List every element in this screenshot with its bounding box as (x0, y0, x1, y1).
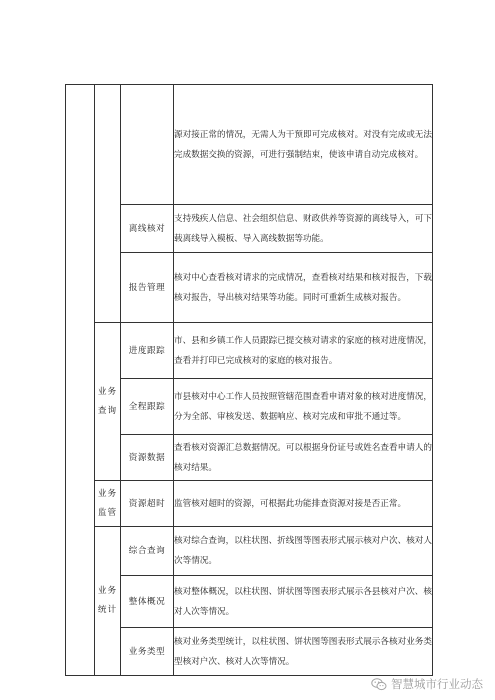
description-text: 核对综合查询，以柱状图、折线图等图表形式展示核对户次、核对人次等情况。 (174, 536, 432, 566)
table-row (66, 323, 433, 379)
item-label: 业务类型 (128, 646, 166, 657)
item-label: 进度跟踪 (128, 345, 166, 356)
category-cell (95, 323, 121, 481)
description-cell (174, 481, 433, 527)
description-cell (174, 253, 433, 323)
category-cell (95, 481, 121, 527)
description-cell (174, 323, 433, 379)
outer-column-cell (66, 85, 95, 676)
table-row (66, 253, 433, 323)
table-row (66, 628, 433, 676)
item-cell (121, 323, 174, 379)
item-label: 全程跟踪 (128, 401, 166, 412)
description-cell (174, 379, 433, 435)
table-row (66, 205, 433, 253)
item-label: 资源超时 (128, 498, 166, 509)
table-row (66, 435, 433, 481)
table-row (66, 527, 433, 576)
description-text: 监管核对超时的资源，可根据此功能排查资源对接是否正常。 (174, 498, 407, 509)
description-text: 市、县和乡镇工作人员跟踪已提交核对请求的家庭的核对进度情况，查看并打印已完成核对的家庭的核对报告。 (174, 335, 432, 366)
item-label: 离线核对 (128, 223, 166, 234)
category-label: 业务统计 (97, 586, 118, 615)
description-text: 市县核对中心工作人员按照管辖范围查看申请对象的核对进度情况，分为全部、审核发送、数据响应、核对完成和审批不通过等。 (174, 391, 432, 422)
description-cell (174, 435, 433, 481)
category-cell (95, 85, 121, 323)
category-cell (95, 527, 121, 676)
watermark-text: 智慧城市行业动态 (391, 677, 483, 691)
item-cell (121, 379, 174, 435)
description-text: 核对整体概况，以柱状图、饼状图等图表形式展示各县核对户次、核对人次等情况。 (174, 586, 432, 617)
description-text: 核对中心查看核对请求的完成情况，查看核对结果和核对报告，下载核对报告，导出核对结果等功能。同时可重新生成核对报告。 (174, 272, 432, 303)
category-label: 业务查询 (97, 386, 118, 416)
item-label: 整体概况 (128, 596, 166, 607)
description-text: 核对业务类型统计，以柱状图、饼状图等图表形式展示各核对业务类型核对户次、核对人次等情况。 (174, 636, 432, 667)
description-cell (174, 576, 433, 628)
table-row (66, 481, 433, 527)
item-cell (121, 205, 174, 253)
item-cell (121, 85, 174, 205)
item-cell (121, 527, 174, 576)
description-cell (174, 527, 433, 576)
wechat-icon (371, 678, 387, 691)
description-text: 支持残疾人信息、社会组织信息、财政供养等资源的离线导入，可下载离线导入模板、导入离线数据等功能。 (174, 213, 432, 244)
item-cell (121, 253, 174, 323)
description-cell (174, 205, 433, 253)
item-label: 资源数据 (128, 452, 166, 463)
item-cell (121, 481, 174, 527)
function-table (65, 84, 433, 676)
table-row (66, 379, 433, 435)
description-cell (174, 85, 433, 205)
item-label: 报告管理 (128, 282, 166, 293)
watermark (371, 676, 483, 692)
table-row (66, 576, 433, 628)
category-label: 业务监管 (97, 488, 118, 518)
item-label: 综合查询 (128, 546, 166, 556)
description-text: 查看核对资源汇总数据情况。可以根据身份证号或姓名查看申请人的核对结果。 (174, 442, 432, 473)
item-cell (121, 576, 174, 628)
table-row (66, 85, 433, 205)
description-cell (174, 628, 433, 676)
item-cell (121, 628, 174, 676)
item-cell (121, 435, 174, 481)
description-text: 源对接正常的情况，无需人为干预即可完成核对。对没有完成或无法完成数据交换的资源，可进行强制结束，使该申请自动完成核对。 (174, 129, 432, 160)
